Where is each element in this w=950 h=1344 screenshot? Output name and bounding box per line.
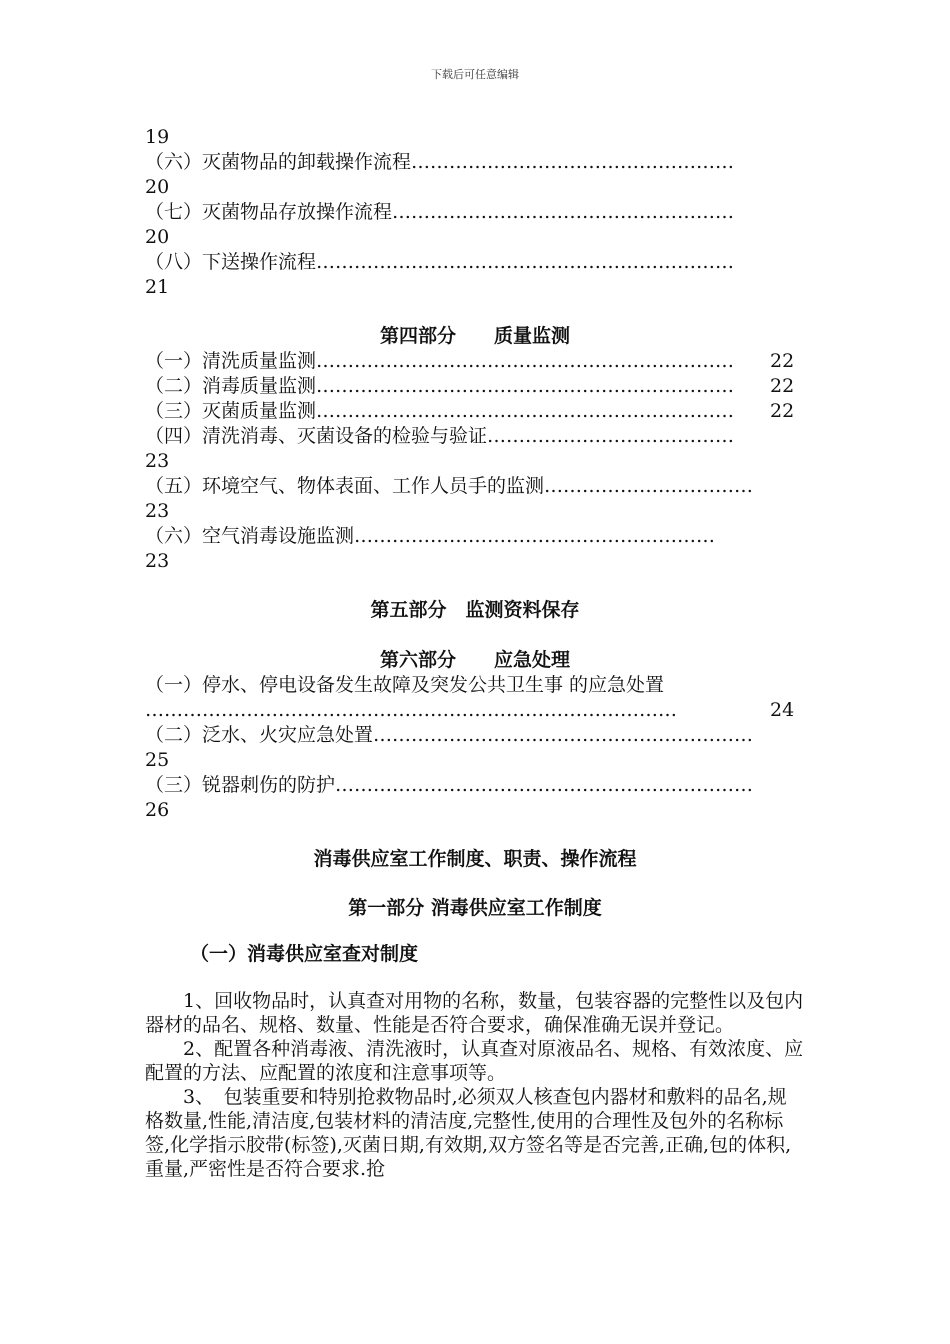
toc-page-number: 22 bbox=[770, 350, 795, 372]
toc-entry-label: （八）下送操作流程 bbox=[145, 251, 317, 273]
toc-entry[interactable] bbox=[145, 374, 770, 398]
toc-entry-label: （六）空气消毒设施监测 bbox=[145, 525, 355, 547]
toc-entry[interactable] bbox=[145, 524, 805, 548]
toc-entry[interactable] bbox=[145, 474, 805, 498]
toc-page-number: 22 bbox=[770, 375, 795, 397]
toc-page-number: 19 bbox=[145, 126, 170, 148]
paragraph: 2、配置各种消毒液、清洗液时，认真查对原液品名、规格、有效浓度、应配置的方法、应配置的浓度和注意事项等。 bbox=[145, 1038, 804, 1084]
toc-leader-dots: ………………………………………………………………………… bbox=[145, 699, 677, 721]
toc-leader-dots: ………………………………………………………… bbox=[316, 400, 735, 422]
toc-page-number: 20 bbox=[145, 176, 170, 198]
toc-leader-dots: …………………………………………………… bbox=[373, 724, 754, 746]
toc-page-number: 23 bbox=[145, 500, 170, 522]
paragraph: 3、 包装重要和特别抢救物品时,必须双人核查包内器材和敷料的品名,规格数量,性能,清洁度,包装材料的清洁度,完整性,使用的合理性及包外的名称标签,化学指示胶带(标签),灭菌日期,有效期,双方签名等是否完善,正确,包的体积,重量,严密性是否符合要求.抢 bbox=[145, 1086, 792, 1180]
toc-leader-dots: ………………………………………………………… bbox=[316, 350, 735, 372]
paragraph: 1、回收物品时，认真查对用物的名称，数量，包装容器的完整性以及包内器材的品名、规格、数量、性能是否符合要求，确保准确无误并登记。 bbox=[145, 990, 804, 1036]
toc-page-number: 20 bbox=[145, 226, 170, 248]
toc-leader-dots: …………………………… bbox=[544, 475, 754, 497]
toc-page-number: 22 bbox=[770, 400, 795, 422]
toc-entry[interactable] bbox=[145, 349, 770, 373]
section-title: （一）消毒供应室查对制度 bbox=[190, 943, 419, 965]
toc-page-number: 25 bbox=[145, 749, 170, 771]
toc-entry[interactable] bbox=[145, 250, 805, 274]
toc-entry-label: （五）环境空气、物体表面、工作人员手的监测 bbox=[145, 475, 545, 497]
document-title: 消毒供应室工作制度、职责、操作流程 bbox=[313, 848, 637, 870]
toc-entry[interactable] bbox=[145, 150, 805, 174]
toc-leader-dots: ………………………………… bbox=[487, 425, 735, 447]
part4-title: 第四部分 质量监测 bbox=[379, 325, 570, 347]
toc-page-number: 26 bbox=[145, 799, 170, 821]
toc-entry[interactable] bbox=[145, 723, 805, 747]
toc-leader-dots: ………………………………………………… bbox=[354, 525, 716, 547]
toc-entry-label: （三）锐器刺伤的防护 bbox=[145, 774, 336, 796]
toc-page-number: 21 bbox=[145, 276, 170, 298]
toc-entry-label: （七）灭菌物品存放操作流程 bbox=[145, 201, 393, 223]
toc-page-number: 24 bbox=[770, 699, 795, 721]
toc-entry-label: （三）灭菌质量监测 bbox=[145, 400, 317, 422]
part5-title: 第五部分 监测资料保存 bbox=[370, 599, 580, 621]
toc-entry[interactable] bbox=[145, 673, 805, 697]
toc-entry[interactable] bbox=[145, 399, 770, 423]
toc-entry[interactable] bbox=[145, 773, 805, 797]
toc-leader-dots: …………………………………………… bbox=[411, 151, 735, 173]
toc-entry-label: （一）清洗质量监测 bbox=[145, 350, 317, 372]
part1-title: 第一部分 消毒供应室工作制度 bbox=[348, 897, 602, 919]
toc-leader-dots: ………………………………………………………… bbox=[335, 774, 754, 796]
toc-entry[interactable] bbox=[145, 200, 805, 224]
toc-entry[interactable] bbox=[145, 424, 805, 448]
toc-entry-label: （一）停水、停电设备发生故障及突发公共卫生事 的应急处置 bbox=[145, 674, 665, 696]
toc-entry-label: （二）泛水、火灾应急处置 bbox=[145, 724, 374, 746]
toc-leader-dots: ………………………………………………………… bbox=[316, 251, 735, 273]
toc-page-number: 23 bbox=[145, 550, 170, 572]
body-text bbox=[145, 989, 805, 1181]
toc-entry-label: （六）灭菌物品的卸载操作流程 bbox=[145, 151, 412, 173]
part6-title: 第六部分 应急处理 bbox=[379, 649, 570, 671]
toc-page-number: 23 bbox=[145, 450, 170, 472]
page-header: 下载后可任意编辑 bbox=[431, 68, 519, 81]
toc-leader-dots: ……………………………………………… bbox=[392, 201, 735, 223]
toc-entry-label: （四）清洗消毒、灭菌设备的检验与验证 bbox=[145, 425, 488, 447]
toc-leader-dots: ………………………………………………………… bbox=[316, 375, 735, 397]
toc-entry-label: （二）消毒质量监测 bbox=[145, 375, 317, 397]
